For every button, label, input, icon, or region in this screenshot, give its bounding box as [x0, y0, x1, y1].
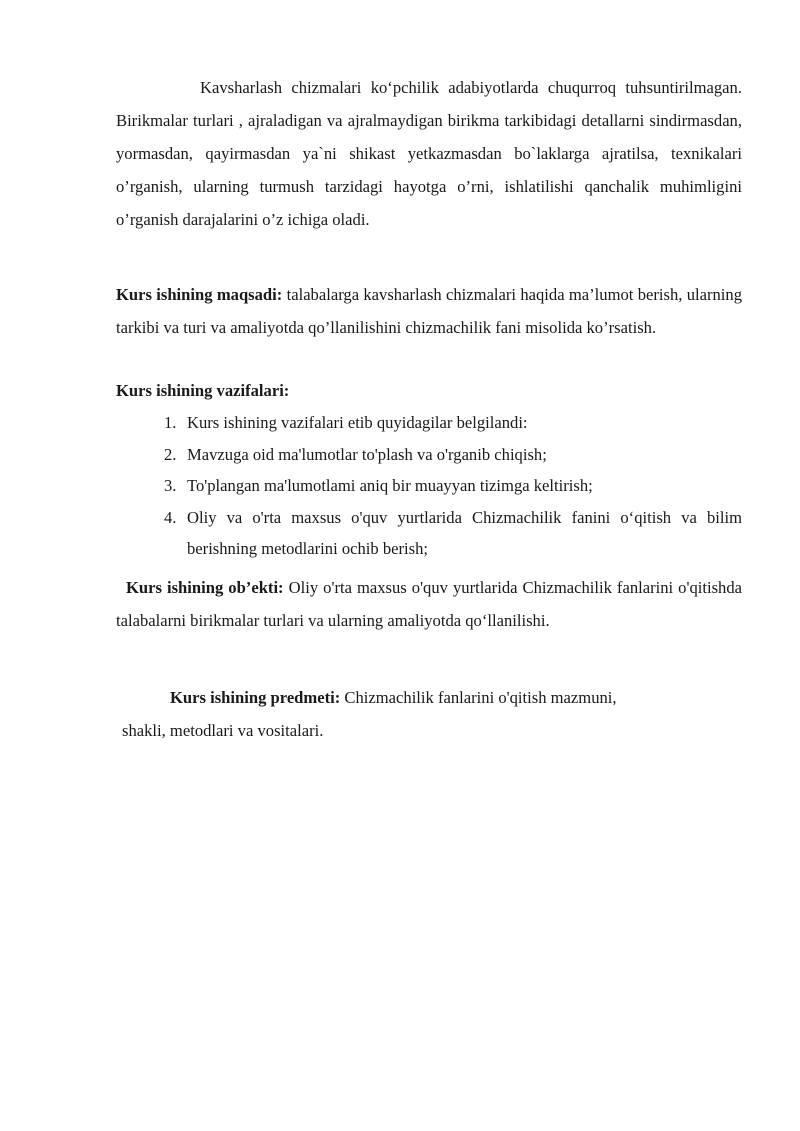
- goal-paragraph: [116, 278, 742, 344]
- list-item: [164, 502, 742, 565]
- list-item-text: Mavzuga oid ma'lumotlar to'plash va o'rganib chiqish;: [187, 444, 547, 464]
- object-paragraph: [116, 571, 742, 637]
- intro-text: Kavsharlash chizmalari ko‘pchilik adabiyotlarda chuqurroq tuhsuntirilmagan. Birikmalar turlari , ajraladigan va ajralmaydigan birikma tarkibidagi detallarni sindirmasdan, yormasdan, qayirmasdan ya`ni shikast yetkazmasdan bo`laklarga ajratilsa, texnikalari o’rganish, ularning turmush tarzidagi hayotga o’rni, ishlatilishi qanchalik muhimligini o’rganish darajalarini o’z ichiga oladi.: [116, 78, 742, 229]
- list-item-number: 3.: [164, 476, 177, 495]
- intro-paragraph: [116, 71, 742, 236]
- subject-paragraph: [122, 681, 742, 747]
- list-item: [164, 439, 742, 471]
- object-label: Kurs ishining ob’ekti:: [126, 578, 284, 597]
- goal-label: Kurs ishining maqsadi:: [116, 285, 283, 304]
- object-section: [116, 571, 742, 637]
- goal-text: talabalarga kavsharlash chizmalari haqida ma’lumot berish, ularning tarkibi va turi va amaliyotda qo’llanilishini chizmachilik fani misolida ko’rsatish.: [116, 285, 742, 337]
- list-item: [164, 407, 742, 439]
- list-item: [164, 470, 742, 502]
- subject-label: Kurs ishining predmeti:: [170, 688, 341, 707]
- subject-text-line-2: shakli, metodlari va vositalari.: [122, 721, 324, 740]
- list-item-number: 2.: [164, 444, 177, 464]
- subject-line-2: [122, 714, 742, 747]
- object-text: Oliy o'rta maxsus o'quv yurtlarida Chizmachilik fanlarini o'qitishda talabalarni birikmalar turlari va ularning amaliyotda qo‘llanilishi.: [116, 578, 742, 630]
- list-item-text: To'plangan ma'lumotlami aniq bir muayyan tizimga keltirish;: [187, 476, 593, 495]
- subject-text-line-1: Chizmachilik fanlarini o'qitish mazmuni,: [344, 688, 617, 707]
- tasks-heading: [116, 374, 742, 407]
- list-item-number: 1.: [164, 413, 177, 432]
- subject-line-1: [122, 681, 742, 714]
- tasks-heading-text: Kurs ishining vazifalari:: [116, 381, 290, 400]
- tasks-list: [164, 407, 742, 565]
- list-item-text: Kurs ishining vazifalari etib quyidagilar belgilandi:: [187, 413, 528, 432]
- list-item-number: 4.: [164, 507, 177, 527]
- list-item-text: Oliy va o'rta maxsus o'quv yurtlarida Chizmachilik fanini o‘qitish va bilim berishning metodlarini ochib berish;: [187, 507, 742, 558]
